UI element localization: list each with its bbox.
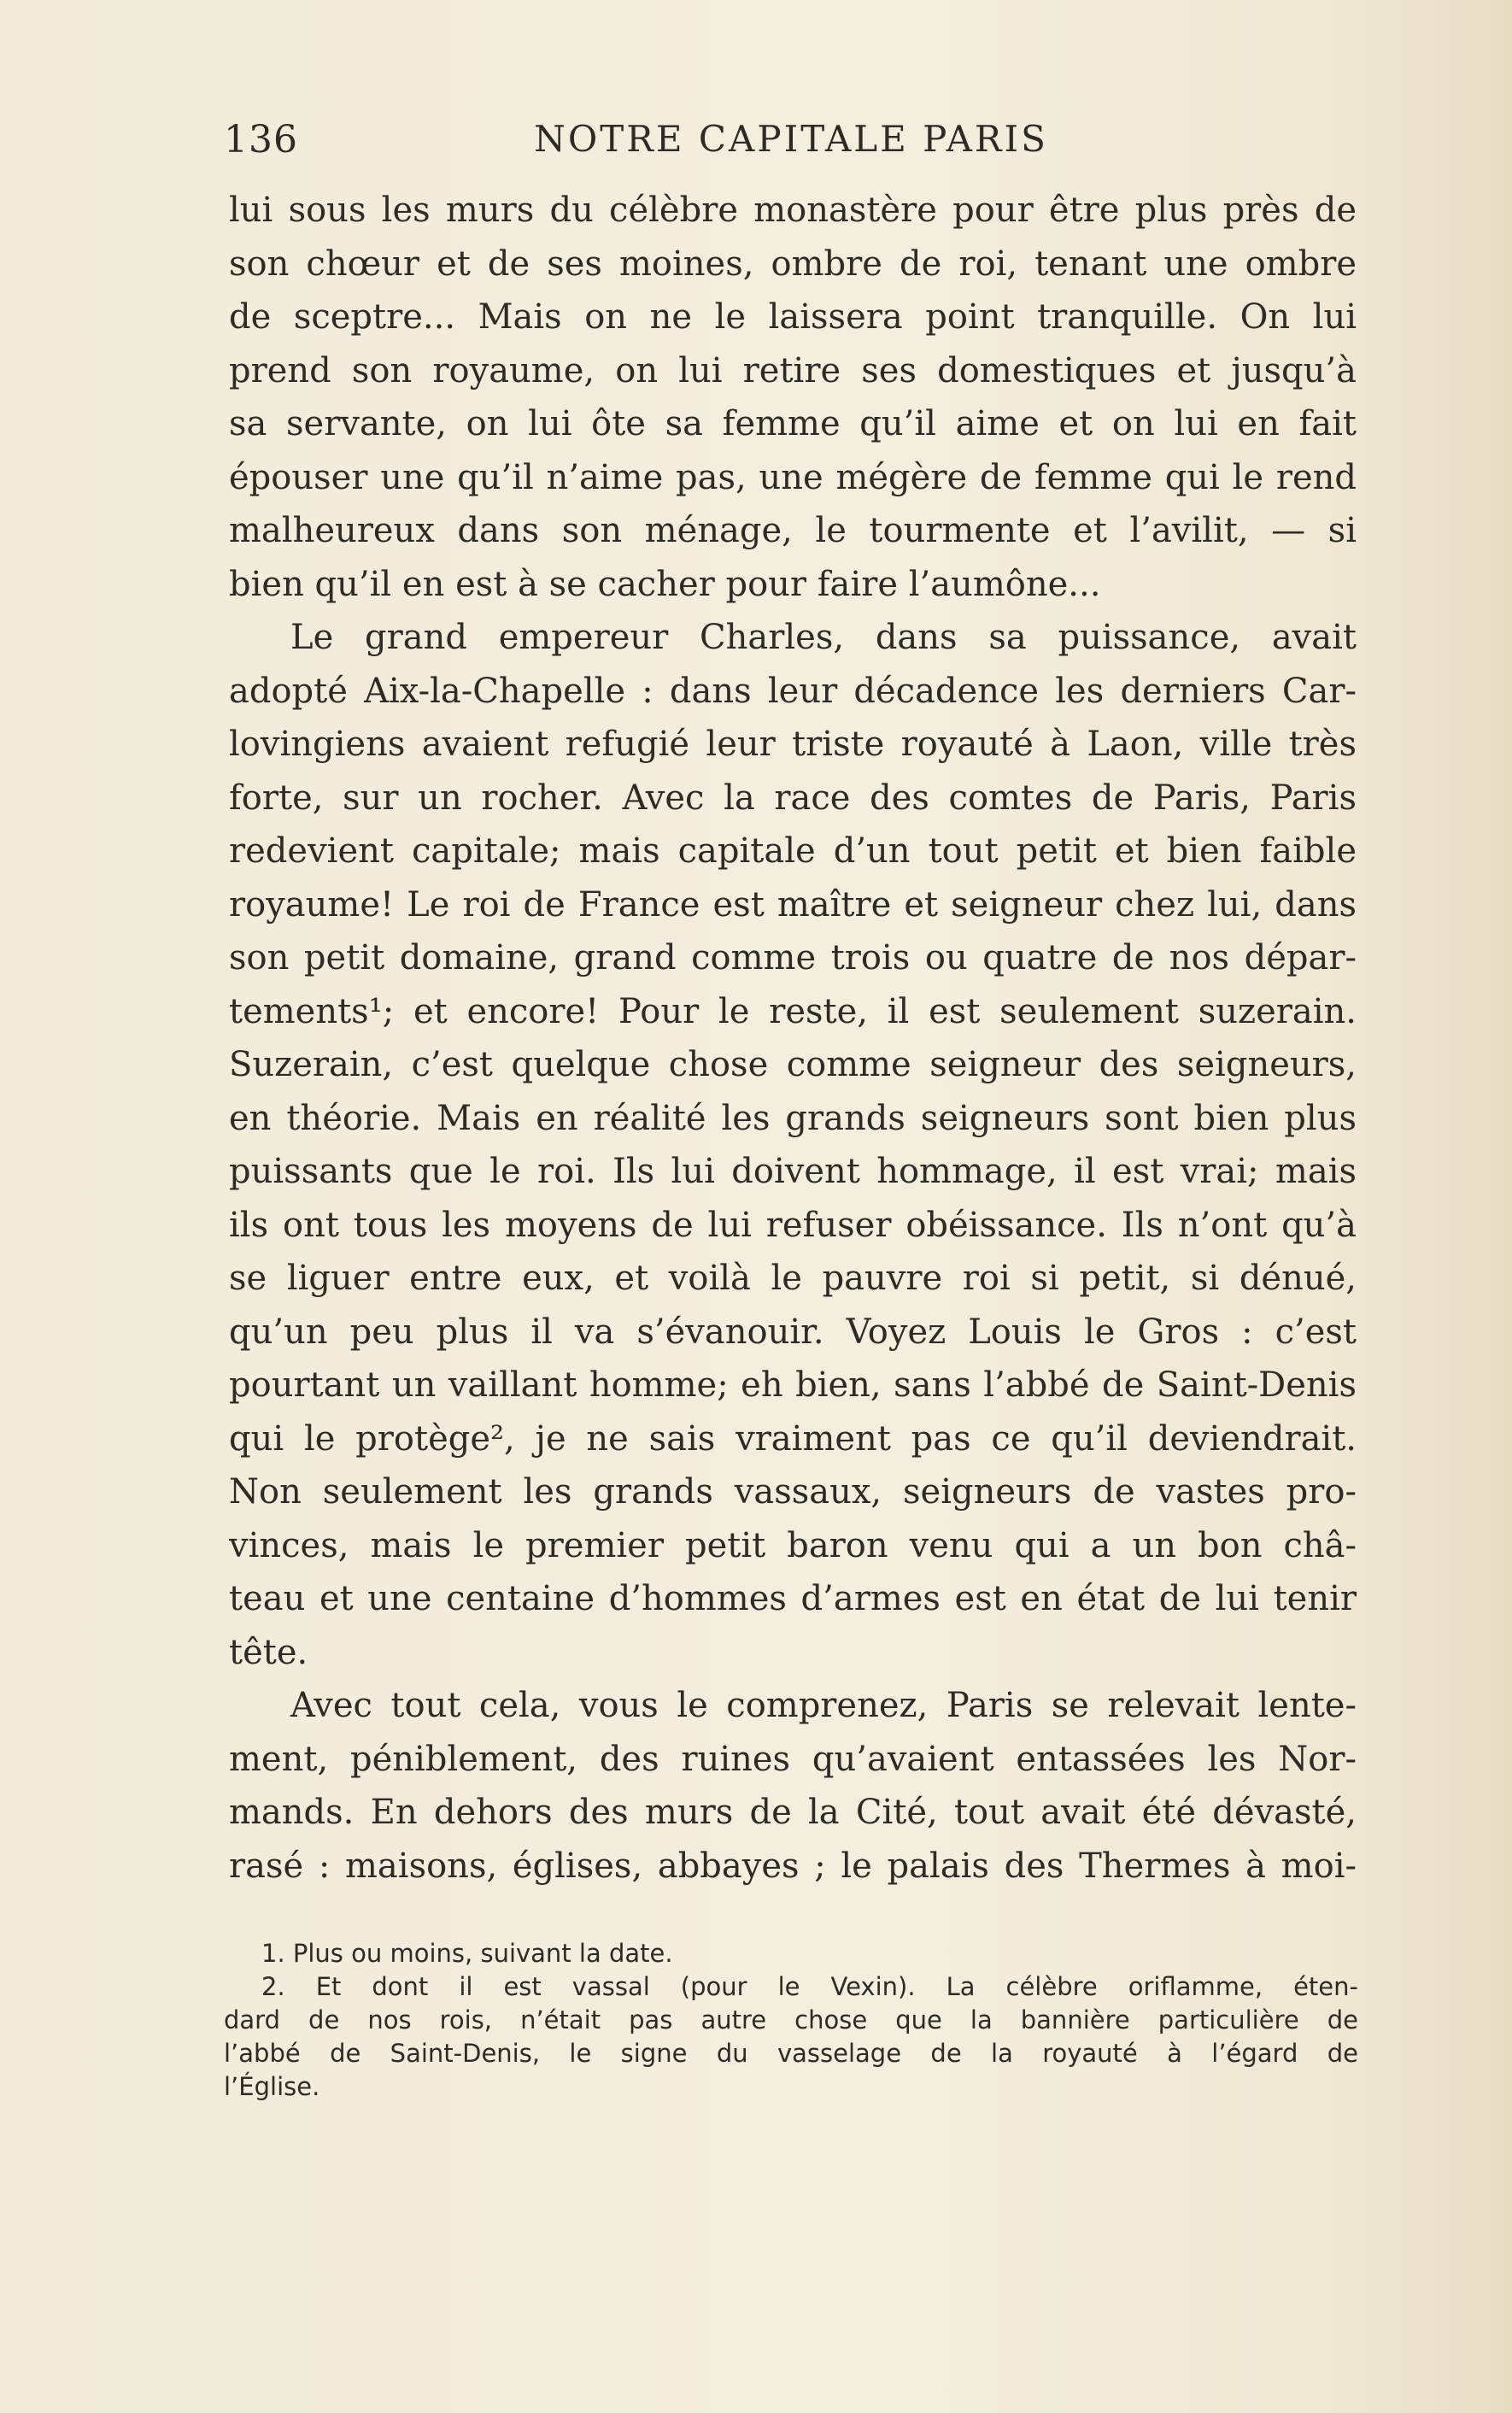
text-line: vinces, mais le premier petit baron venu qui a un bon châ- [229, 1525, 1357, 1565]
text-line: lovingiens avaient refugié leur triste royauté à Laon, ville très [229, 725, 1357, 764]
text-line: tements¹; et encore! Pour le reste, il est seulement suzerain. [229, 991, 1357, 1031]
text-line: Avec tout cela, vous le comprenez, Paris se relevait lente- [290, 1686, 1357, 1725]
footnote-line: 1. Plus ou moins, suivant la date. [261, 1939, 673, 1968]
text-line: bien qu’il en est à se cacher pour faire l’aumône... [229, 564, 1101, 604]
text-line: ils ont tous les moyens de lui refuser obéissance. Ils n’ont qu’à [229, 1205, 1357, 1245]
text-line: sa servante, on lui ôte sa femme qu’il aime et on lui en fait [229, 404, 1357, 443]
footnote-line: 2. Et dont il est vassal (pour le Vexin). La célèbre oriflamme, éten- [261, 1972, 1358, 2001]
text-line: ment, péniblement, des ruines qu’avaient entassées les Nor- [229, 1739, 1357, 1779]
text-line: teau et une centaine d’hommes d’armes est en état de lui tenir [229, 1579, 1357, 1618]
text-line: rasé : maisons, églises, abbayes ; le palais des Thermes à moi- [229, 1846, 1357, 1886]
text-line: son chœur et de ses moines, ombre de roi, tenant une ombre [229, 244, 1357, 284]
footnotes [224, 1937, 1358, 2104]
page-number: 136 [224, 118, 298, 161]
text-line: royaume! Le roi de France est maître et seigneur chez lui, dans [229, 884, 1357, 925]
text-line: pourtant un vaillant homme; eh bien, sans l’abbé de Saint-Denis [229, 1365, 1357, 1405]
text-line: qui le protège², je ne sais vraiment pas ce qu’il deviendrait. [229, 1418, 1357, 1459]
text-line: mands. En dehors des murs de la Cité, tout avait été dévasté, [229, 1793, 1357, 1832]
text-line: Non seulement les grands vassaux, seigneurs de vastes pro- [229, 1472, 1357, 1512]
text-line: Suzerain, c’est quelque chose comme seigneur des seigneurs, [229, 1045, 1357, 1084]
text-line: adopté Aix-la-Chapelle : dans leur décadence les derniers Car- [229, 671, 1357, 711]
text-line: de sceptre... Mais on ne le laissera point tranquille. On lui [229, 297, 1357, 337]
text-line: épouser une qu’il n’aime pas, une mégère de femme qui le rend [229, 457, 1357, 497]
text-line: malheureux dans son ménage, le tourmente et l’avilit, — si [229, 511, 1357, 550]
text-line: redevient capitale; mais capitale d’un tout petit et bien faible [229, 831, 1357, 871]
text-line: prend son royaume, on lui retire ses domestiques et jusqu’à [229, 350, 1357, 390]
text-line: tête. [229, 1632, 308, 1672]
text-line: puissants que le roi. Ils lui doivent hommage, il est vrai; mais [229, 1152, 1357, 1191]
text-line: lui sous les murs du célèbre monastère pour être plus près de [229, 191, 1357, 230]
footnote-line: l’Église. [224, 2072, 320, 2101]
text-line: qu’un peu plus il va s’évanouir. Voyez Louis le Gros : c’est [229, 1312, 1357, 1352]
running-title: NOTRE CAPITALE PARIS [534, 118, 1048, 160]
page-header [224, 118, 1358, 169]
body-text [229, 184, 1357, 1893]
text-line: son petit domaine, grand comme trois ou quatre de nos dépar- [229, 938, 1357, 978]
text-line: forte, sur un rocher. Avec la race des comtes de Paris, Paris [229, 778, 1357, 818]
text-line: Le grand empereur Charles, dans sa puissance, avait [290, 618, 1357, 657]
text-line: en théorie. Mais en réalité les grands seigneurs sont bien plus [229, 1098, 1357, 1138]
footnote-line: l’abbé de Saint-Denis, le signe du vasselage de la royauté à l’égard de [224, 2039, 1358, 2068]
text-line: se liguer entre eux, et voilà le pauvre roi si petit, si dénué, [229, 1259, 1357, 1298]
footnote-line: dard de nos rois, n’était pas autre chose que la bannière particulière de [224, 2005, 1358, 2034]
